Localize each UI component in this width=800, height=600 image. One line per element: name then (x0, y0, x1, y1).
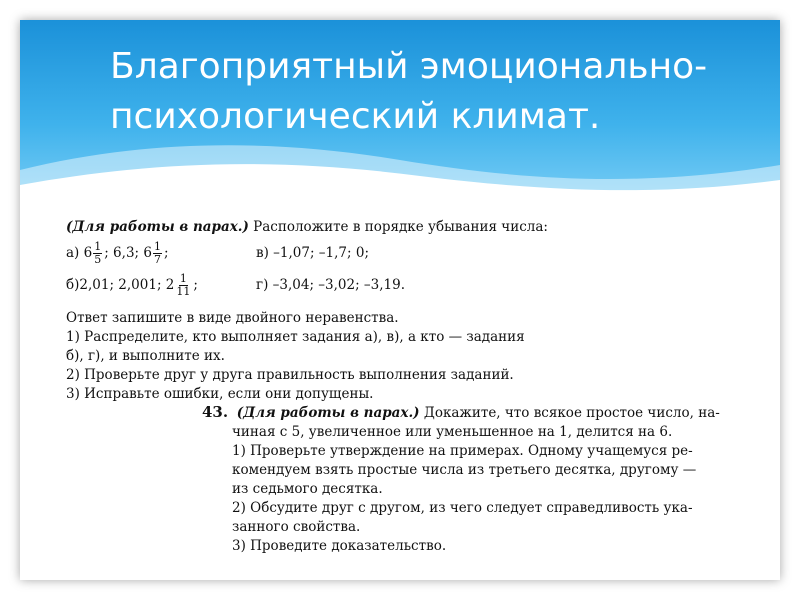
item-g-text: г) –3,04; –3,02; –3,19. (256, 276, 406, 293)
item-b-label: б) (66, 276, 80, 293)
task-2-block (202, 403, 742, 556)
task-1-line: 1) Распределите, кто выполняет задания а), в), а кто — задания (66, 329, 525, 345)
fraction-denominator: 5 (94, 252, 102, 266)
task-1-line: 2) Проверьте друг у друга правильность выполнения заданий. (66, 367, 514, 383)
slide (20, 20, 780, 580)
fraction-denominator: 11 (176, 284, 191, 298)
task-2-line: 3) Проведите доказательство. (232, 538, 447, 554)
task-1-line: б), г), и выполните их. (66, 348, 225, 364)
title-line-2: психологический климат. (110, 96, 601, 137)
fraction-numerator: 1 (94, 239, 102, 253)
task-2-line: комендуем взять простые числа из третьего десятка, другому — (232, 462, 697, 478)
slide-title (110, 42, 750, 142)
task-1-block (66, 218, 566, 404)
fraction-numerator: 1 (179, 271, 187, 285)
task-2-intro (202, 403, 742, 423)
item-v-text: в) –1,07; –1,7; 0; (256, 244, 370, 261)
title-line-1: Благоприятный эмоционально- (110, 46, 708, 87)
fraction-denominator: 7 (153, 252, 161, 266)
task-2-line: занного свойства. (232, 519, 361, 535)
item-a-mid: ; 6,3; 6 (104, 244, 152, 261)
task-2-intro-italic: (Для работы в парах.) (236, 405, 420, 421)
item-a (66, 241, 256, 266)
item-v (256, 244, 369, 263)
task-2-line: 2) Обсудите друг с другом, из чего следует справедливость ука- (232, 500, 693, 516)
item-b (66, 273, 256, 298)
item-a-end: ; (163, 244, 169, 261)
task-2-line: чиная с 5, увеличенное или уменьшенное на 1, делится на 6. (232, 424, 673, 440)
task-1-intro-italic: (Для работы в парах.) (66, 219, 249, 235)
task-1-row-a-v (66, 237, 566, 269)
item-g (256, 276, 405, 295)
item-b-end: ; (193, 276, 198, 293)
task-2-line: 1) Проверьте утверждение на примерах. Одному учащемуся ре- (232, 443, 693, 459)
task-1-line: Ответ запишите в виде двойного неравенства. (66, 310, 399, 326)
item-a-whole1: 6 (83, 244, 93, 261)
task-2-intro-text: Докажите, что всякое простое число, на- (419, 405, 720, 421)
task-2-line: из седьмого десятка. (232, 481, 383, 497)
task-2-number: 43. (202, 403, 229, 421)
fraction-1-5 (93, 241, 102, 266)
task-1-intro-text: Расположите в порядке убывания числа: (248, 219, 548, 235)
task-1-line: 3) Исправьте ошибки, если они допущены. (66, 386, 374, 402)
fraction-1-7 (153, 241, 162, 266)
task-1-row-b-g (66, 269, 566, 301)
item-b-text: 2,01; 2,001; 2 (79, 276, 175, 293)
fraction-numerator: 1 (153, 239, 161, 253)
item-a-label: а) (66, 244, 80, 261)
task-1-intro (66, 218, 566, 237)
fraction-1-11 (175, 273, 191, 298)
